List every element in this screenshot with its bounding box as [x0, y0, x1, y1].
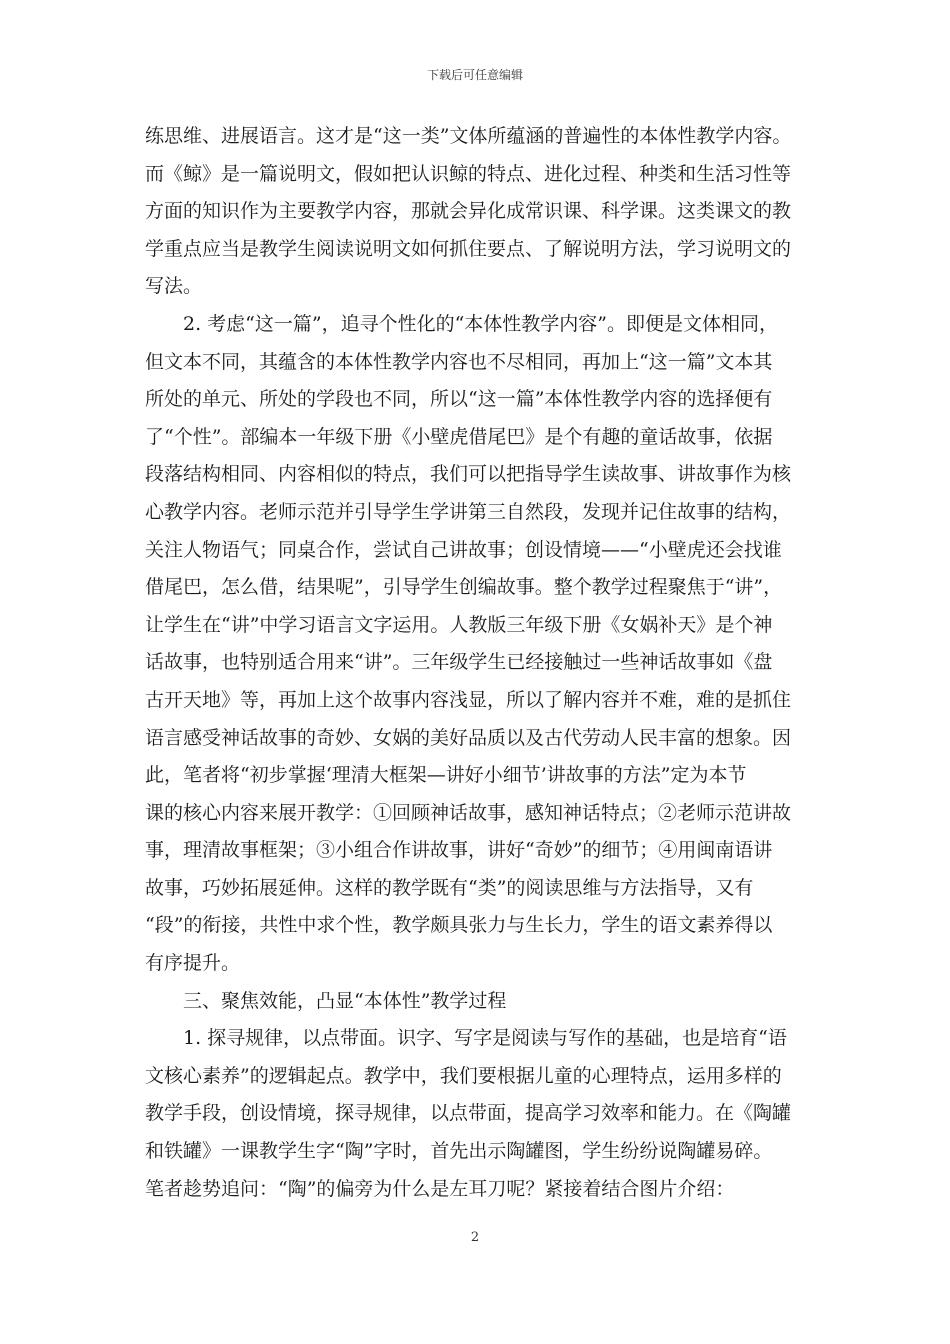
page-number: 2 [470, 1230, 480, 1245]
paragraph-2: 2. 考虑“这一篇”，追寻个性化的“本体性教学内容”。即便是文体相同， 但文本不同，其蕴含的本体性教学内容也不尽相同，再加上“这一篇”文本其 所处的单元、所处的学段也不同，所以“这一篇”本体性教学内容的选择便有 了“个性”。部编本一年级下册《小壁虎借尾巴》是个有趣的童话故事，依据 段落结构相同、内容相似的特点，我们可以把指导学生读故事、讲故事作为核 心教学内容。老师示范并引导学生学讲第三自然段，发现并记住故事的结构， 关注人物语气；同桌合作，尝试自己讲故事；创设情境——“小壁虎还会找谁 借尾巴，怎么借，结果呢”，引导学生创编故事。整个教学过程聚焦于“讲”， 让学生在“讲”中学习语言文字运用。人教版三年级下册《女娲补天》是个神 话故事，也特别适合用来“讲”。三年级学生已经接触过一些神话故事如《盘 古开天地》等，再加上这个故事内容浅显，所以了解内容并不难，难的是抓住 语言感受神话故事的奇妙、女娲的美好品质以及古代劳动人民丰富的想象。因 此，笔者将“初步掌握‘理清大框架—讲好小细节’讲故事的方法”定为本节 课的核心内容来展开教学：①回顾神话故事，感知神话特点；②老师示范讲故 事，理清故事框架；③小组合作讲故事，讲好“奇妙”的细节；④用闽南语讲 故事，巧妙拓展延伸。这样的教学既有“类”的阅读思维与方法指导，又有 “段”的衔接，共性中求个性，教学颇具张力与生长力，学生的语文素养得以 有序提升。 [145, 312, 792, 975]
paragraph-1: 练思维、进展语言。这才是“这一类”文体所蕴涵的普遍性的本体性教学内容。 而《鲸》是一篇说明文，假如把认识鲸的特点、进化过程、种类和生活习性等 方面的知识作为主要教学内容，那就会异化成常识课、科学课。这类课文的教 学重点应当是教学生阅读说明文如何抓住要点、了解说明方法，学习说明文的 写法。 [145, 125, 792, 298]
page-header-note: 下载后可任意编辑 [426, 68, 523, 82]
document-body [145, 118, 810, 1208]
section-heading: 三、聚焦效能，凸显“本体性”教学过程 [183, 989, 507, 1012]
paragraph-3: 1. 探寻规律，以点带面。识字、写字是阅读与写作的基础，也是培育“语 文核心素养”的逻辑起点。教学中，我们要根据儿童的心理特点，运用多样的 教学手段，创设情境，探寻规律，以点带面，提高学习效率和能力。在《陶罐 和铁罐》一课教学生字“陶”字时，首先出示陶罐图，学生纷纷说陶罐易碎。 笔者趁势追问：“陶”的偏旁为什么是左耳刀呢？紧接着结合图片介绍： [145, 1027, 792, 1200]
